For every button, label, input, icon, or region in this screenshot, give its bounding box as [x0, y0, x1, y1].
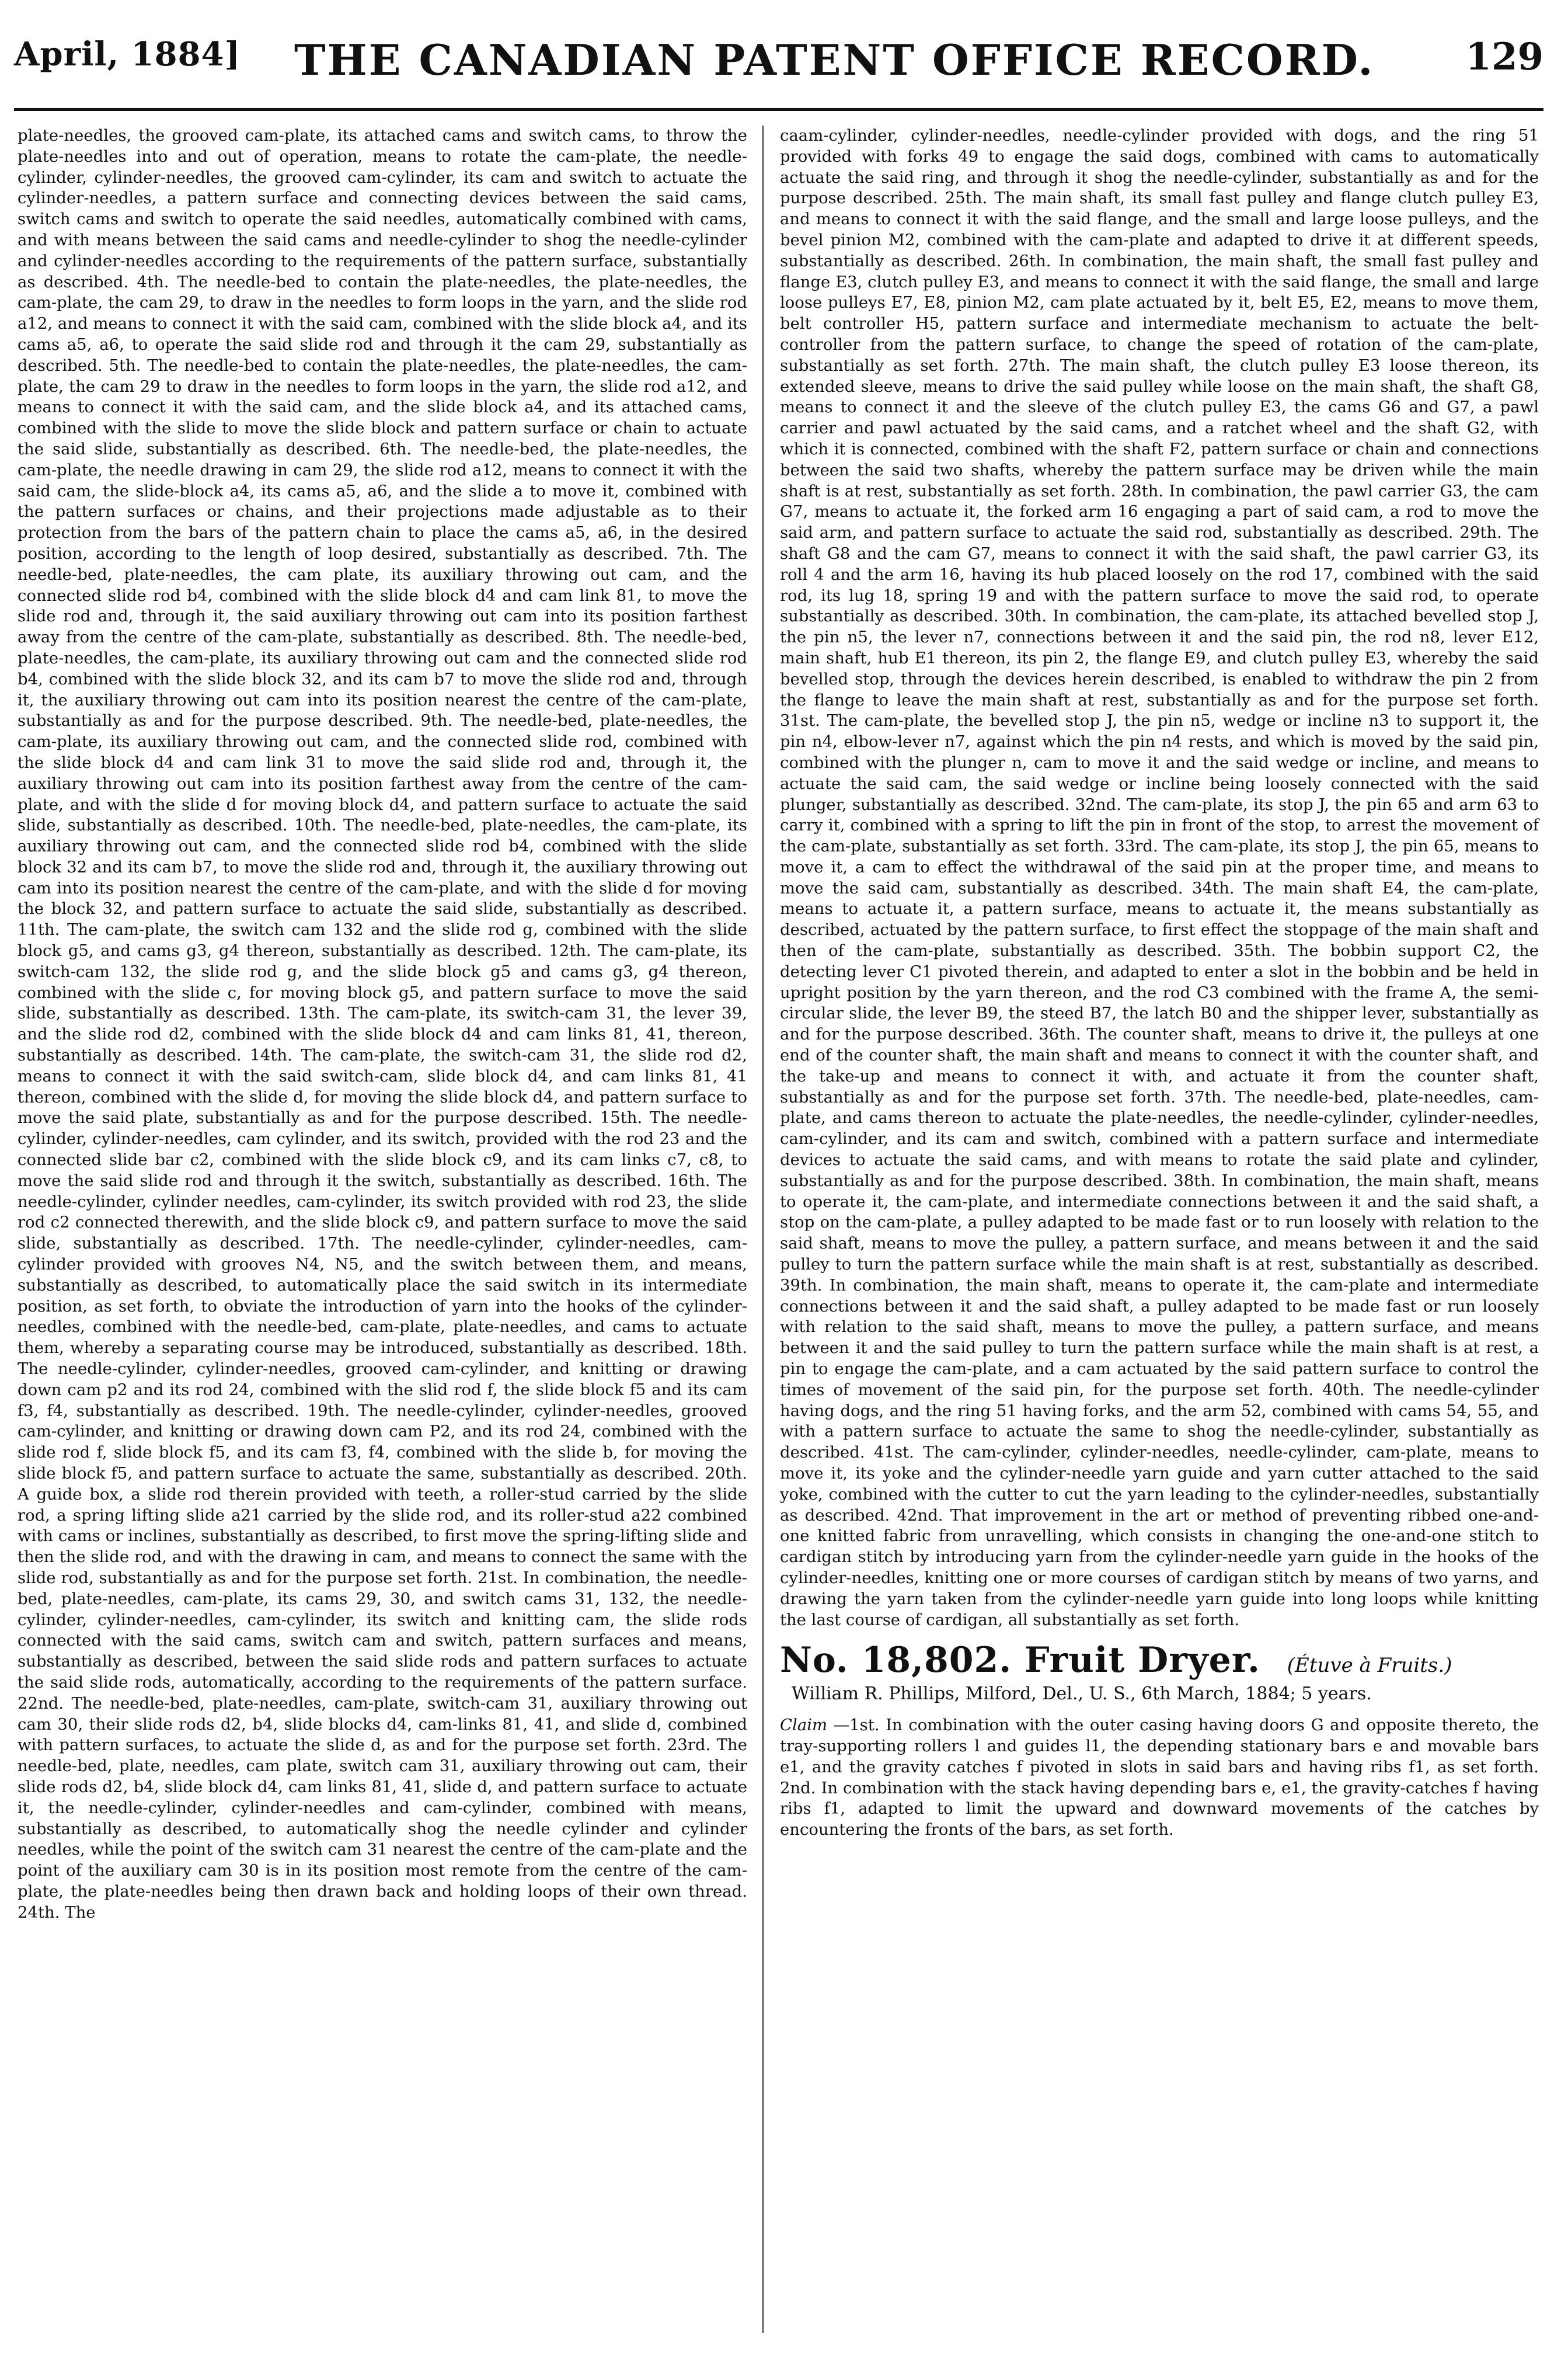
patent-number: No. 18,802.	[780, 1640, 1012, 1681]
column-divider	[762, 126, 764, 2333]
left-column	[18, 126, 752, 2339]
right-column	[780, 126, 1544, 2339]
left-column-text: plate-needles, the grooved cam-plate, its attached cams and switch cams, to throw the plate-needles into and out of operation, means to rotate the cam-plate, the needle-cylinder, cylinder-needles, the grooved cam-cylinder, its cam and switch to actuate the cylinder-needles, a pattern surface and connecting devices between the said cams, switch cams and switch to operate the said needles, automatically combined with cams, and with means between the said cams and needle-cylinder to shog the needle-cylinder and cylinder-needles according to the requirements of the pattern surface, substantially as described. 4th. The needle-bed to contain the plate-needles, the plate-needles, the cam-plate, the cam 29, to draw in the needles to form loops in the yarn, and the slide rod a12, and means to connect it with the said cam, combined with the slide block a4, and its cams a5, a6, to operate the said slide rod and through it the cam 29, substantially as described. 5th. The needle-bed to contain the plate-needles, the plate-needles, the cam-plate, the cam 29 to draw in the needles to form loops in the yarn, the slide rod a12, and means to connect it with the said cam, and the slide block a4, and its attached cams, combined with the slide to move the slide block and pattern surface or chain to actuate the said slide, substantially as described. 6th. The needle-bed, the plate-needles, the cam-plate, the needle drawing in cam 29, the slide rod a12, means to connect it with the said cam, the slide-block a4, its cams a5, a6, and the slide a to move it, combined with the pattern surfaces or chains, and their projections made adjustable as to their protection from the bars of the pattern chain to place the cams a5, a6, in the desired position, according to the length of loop desired, substantially as described. 7th. The needle-bed, plate-needles, the cam plate, its auxiliary throwing out cam, and the connected slide rod b4, combined with the slide block d4 and cam link 81, to move the slide rod and, through it, the said auxiliary throwing out cam into its position farthest away from the centre of the cam-plate, substantially as described. 8th. The needle-bed, plate-needles, the cam-plate, its auxiliary throwing out cam and the connected slide rod b4, combined with the slide block 32, and its cam b7 to move the slide rod and, through it, the auxiliary throwing out cam into its position nearest the centre of the cam-plate, substantially as and for the purpose described. 9th. The needle-bed, plate-needles, the cam-plate, its auxiliary throwing out cam, and the connected slide rod, combined with the slide block d4 and cam link 31 to move the said slide rod and, through it, the auxiliary throwing out cam into its position farthest away from the centre of the cam-plate, and with the slide d for moving block d4, and pattern surface to actuate the said slide, substantially as described. 10th. The needle-bed, plate-needles, the cam-plate, its auxiliary throwing out cam, and the connected slide rod b4, combined with the slide block 32 and its cam b7, to move the slide rod and, through it, the auxiliary throwing out cam into its position nearest the centre of the cam-plate, and with the slide d for moving the block 32, and pattern surface to actuate the said slide, substantially as described. 11th. The cam-plate, the switch cam 132 and the slide rod g, combined with the slide block g5, and cams g3, g4 thereon, substantially as described. 12th. The cam-plate, its switch-cam 132, the slide rod g, and the slide block g5 and cams g3, g4 thereon, combined with the slide c, for moving block g5, and pattern surface to move the said slide, substantially as described. 13th. The cam-plate, its switch-cam 31, the lever 39, and the slide rod d2, combined with the slide block d4 and cam links 81, 41, thereon, substantially as described. 14th. The cam-plate, the switch-cam 31, the slide rod d2, means to connect it with the said switch-cam, slide block d4, and cam links 81, 41 thereon, combined with the slide d, for moving the slide block d4, and pattern surface to move the said plate, substantially as and for the purpose described. 15th. The needle-cylinder, cylinder-needles, cam cylinder, and its switch, provided with the rod 23 and the connected slide bar c2, combined with the slide block c9, and its cam links c7, c8, to move the said slide rod and through it the switch, substantially as described. 16th. The needle-cylinder, cylinder needles, cam-cylinder, its switch provided with rod 23, the slide rod c2 connected therewith, and the slide block c9, and pattern surface to move the said slide, substantially as described. 17th. The needle-cylinder, cylinder-needles, cam-cylinder provided with grooves N4, N5, and the switch between them, and means, substantially as described, to automatically place the said switch in its intermediate position, as set forth, to obviate the introduction of yarn into the hooks of the cylinder-needles, combined with the needle-bed, cam-plate, plate-needles, and cams to actuate them, whereby a separating course may be introduced, substantially as described. 18th. The needle-cylinder, cylinder-needles, grooved cam-cylinder, and knitting or drawing down cam p2 and its rod 24, combined with the slid rod f, the slide block f5 and its cam f3, f4, substantially as described. 19th. The needle-cylinder, cylinder-needles, grooved cam-cylinder, and knitting or drawing down cam P2, and its rod 24, combined with the slide rod f, slide block f5, and its cam f3, f4, combined with the slide b, for moving the slide block f5, and pattern surface to actuate the same, substantially as described. 20th. A guide box, a slide rod therein provided with teeth, a roller-stud carried by the slide rod, a spring lifting slide a21 carried by the slide rod, and its roller-stud a22 combined with cams or inclines, substantially as described, to first move the spring-lifting slide and then the slide rod, and with the drawing in cam, and means to connect the same with the slide rod, substantially as and for the purpose set forth. 21st. In combination, the needle-bed, plate-needles, cam-plate, its cams 29, 30, and switch cams 31, 132, the needle-cylinder, cylinder-needles, cam-cylinder, its switch and knitting cam, the slide rods connected with the said cams, switch cam and switch, pattern surfaces and means, substantially as described, between the said slide rods and pattern surfaces to actuate the said slide rods, automatically, according to the requirements of the pattern surface. 22nd. The needle-bed, plate-needles, cam-plate, switch-cam 31, auxiliary throwing out cam 30, their slide rods d2, b4, slide blocks d4, cam-links 81, 41, and slide d, combined with pattern surfaces, to actuate the slide d, as and for the purpose set forth. 23rd. The needle-bed, plate, needles, cam plate, switch cam 31, auxiliary throwing out cam, their slide rods d2, b4, slide block d4, cam links 81, 41, slide d, and pattern surface to actuate it, the needle-cylinder, cylinder-needles and cam-cylinder, combined with means, substantially as described, to automatically shog the needle cylinder and cylinder needles, while the point of the switch cam 31 nearest the centre of the cam-plate and the point of the auxiliary cam 30 is in its position most remote from the centre of the cam-plate, the plate-needles being then drawn back and holding loops of their own thread. 24th. The	[18, 126, 752, 1922]
continued-claims-text: caam-cylinder, cylinder-needles, needle-cylinder provided with dogs, and the ring 51 provided with forks 49 to engage the said dogs, combined with cams to automatically actuate the said ring, and through it shog the needle-cylinder, substantially as and for the purpose described. 25th. The main shaft, its small fast pulley and flange clutch pulley E3, and means to connect it with the said flange, and the small and large loose pulleys, and the bevel pinion M2, combined with the cam-plate and adapted to drive it at different speeds, substantially as described. 26th. In combination, the main shaft, the small fast pulley and flange E3, clutch pulley E3, and means to connect it with the said flange, the small and large loose pulleys E7, E8, pinion M2, cam plate actuated by it, belt E5, E2, means to move them, belt controller H5, pattern surface and intermediate mechanism to actuate the belt-controller from the pattern surface, to change the speed of rotation of the cam-plate, substantially as set forth. 27th. The main shaft, the clutch pulley E3 loose thereon, its extended sleeve, means to drive the said pulley while loose on the main shaft, the shaft G8, means to connect it and the sleeve of the clutch pulley E3, the cams G6 and G7, a pawl carrier and pawl actuated by the said cams, and a ratchet wheel and the shaft G2, with which it is connected, combined with the shaft F2, pattern surface or chain and connections between the said two shafts, whereby the pattern surface may be driven while the main shaft is at rest, substantially as set forth. 28th. In combination, the pawl carrier G3, the cam G7, means to actuate it, the forked arm 16 engaging a part of said cam, a rod to move the said arm, and pattern surface to actuate the said rod, substantially as described. 29th. The shaft G8 and the cam G7, means to connect it with the said shaft, the pawl carrier G3, its roll 4 and the arm 16, having its hub placed loosely on the rod 17, combined with the said rod, its lug 18, spring 19 and with the pattern surface to move the said rod, to operate substantially as described. 30th. In combination, the cam-plate, its attached bevelled stop J, the pin n5, the lever n7, connections between it and the said pin, the rod n8, lever E12, main shaft, hub E1 thereon, its pin 2, the flange E9, and clutch pulley E3, whereby the said bevelled stop, through the devices herein described, is enabled to withdraw the pin 2 from the flange to leave the main shaft at rest, substantially as and for the purpose set forth. 31st. The cam-plate, the bevelled stop J, the pin n5, wedge or incline n3 to support it, the pin n4, elbow-lever n7, against which the pin n4 rests, and which is moved by the said pin, combined with the plunger n, cam to move it and the said wedge or incline, and means to actuate the said cam, the said wedge or incline being loosely connected with the said plunger, substantially as described. 32nd. The cam-plate, its stop J, the pin 65 and arm 63 to carry it, combined with a spring to lift the pin in front of the stop, to arrest the movement of the cam-plate, substantially as set forth. 33rd. The cam-plate, its stop J, the pin 65, means to move it, a cam to effect the withdrawal of the said pin at the proper time, and means to move the said cam, substantially as described. 34th. The main shaft E4, the cam-plate, means to actuate it, a pattern surface, means to actuate it, the means substantially as described, actuated by the pattern surface, to first effect the stoppage of the main shaft and then of the cam-plate, substantially as described. 35th. The bobbin support C2, the detecting lever C1 pivoted therein, and adapted to enter a slot in the bobbin and be held in upright position by the yarn thereon, and the rod C3 combined with the frame A, the semi-circular slide, the lever B9, the steed B7, the latch B0 and the shipper lever, substantially as and for the purpose described. 36th. The counter shaft, means to drive it, the pulleys at one end of the counter shaft, the main shaft and means to connect it with the counter shaft, and the take-up and means to connect it with, and actuate it from the counter shaft, substantially as and for the purpose set forth. 37th. The needle-bed, plate-needles, cam-plate, and cams thereon to actuate the plate-needles, the needle-cylinder, cylinder-needles, cam-cylinder, and its cam and switch, combined with a pattern surface and intermediate devices to actuate the said cams, and with means to rotate the said plate and cylinder, substantially as and for the purpose described. 38th. In combination, the main shaft, means to operate it, the cam-plate, and intermediate connections between it and the said shaft, a stop on the cam-plate, a pulley adapted to be made fast or to run loosely with relation to the said shaft, means to move the pulley, a pattern surface, and means between it and the said pulley to turn the pattern surface while the main shaft is at rest, substantially as described. 39th. In combination, the main shaft, means to operate it, the cam-plate and intermediate connections between it and the said shaft, a pulley adapted to be made fast or run loosely with relation to the said shaft, means to move the pulley, a pattern surface, and means between it and the said pulley to turn the pattern surface while the main shaft is at rest, a pin to engage the cam-plate, and a cam actuated by the said pattern surface to control the times of movement of the said pin, for the purpose set forth. 40th. The needle-cylinder having dogs, and the ring 51 having forks, and the arm 52, combined with cams 54, 55, and with a pattern surface to actuate the same to shog the needle-cylinder, substantially as described. 41st. The cam-cylinder, cylinder-needles, needle-cylinder, cam-plate, means to move it, its yoke and the cylinder-needle yarn guide and yarn cutter attached to the said yoke, combined with the cutter to cut the yarn leading to the cylinder-needles, substantially as described. 42nd. That improvement in the art or method of preventing ribbed one-and-one knitted fabric from unravelling, which consists in changing the one-and-one stitch to cardigan stitch by introducing yarn from the cylinder-needle yarn guide in the hooks of the cylinder-needles, knitting one or more courses of cardigan stitch by means of two yarns, and drawing the yarn taken from the cylinder-needle yarn guide into long loops while knitting the last course of cardigan, all substantially as set forth.	[780, 126, 1544, 1629]
patent-heading	[780, 1640, 1539, 1681]
claim-label: Claim	[780, 1716, 828, 1735]
page-header	[14, 23, 1543, 111]
claim-paragraph	[780, 1715, 1544, 1841]
patent-grant-line: William R. Phillips, Milford, Del., U. S., 6th March, 1884; 5 years.	[792, 1684, 1372, 1705]
claim-text: —1st. In combination with the outer casing having doors G and opposite thereto, the tray-supporting rollers l and guides l1, the depending stationary bars e and movable bars e1, and the gravity catches f pivoted in slots in said bars and having ribs f1, as set forth. 2nd. In combination with the stack having depending bars e, e1, the gravity-catches f having ribs f1, adapted to limit the upward and downward movements of the catches by encountering the fronts of the bars, as set forth.	[780, 1716, 1544, 1839]
page-number: 129	[1465, 35, 1543, 79]
journal-title: THE CANADIAN PATENT OFFICE RECORD.	[294, 35, 1375, 85]
patent-title: Fruit Dryer.	[1025, 1640, 1260, 1681]
header-rule	[14, 108, 1543, 111]
header-date: April, 1884]	[14, 35, 241, 74]
patent-subtitle: (Étuve à Fruits.)	[1287, 1654, 1452, 1678]
